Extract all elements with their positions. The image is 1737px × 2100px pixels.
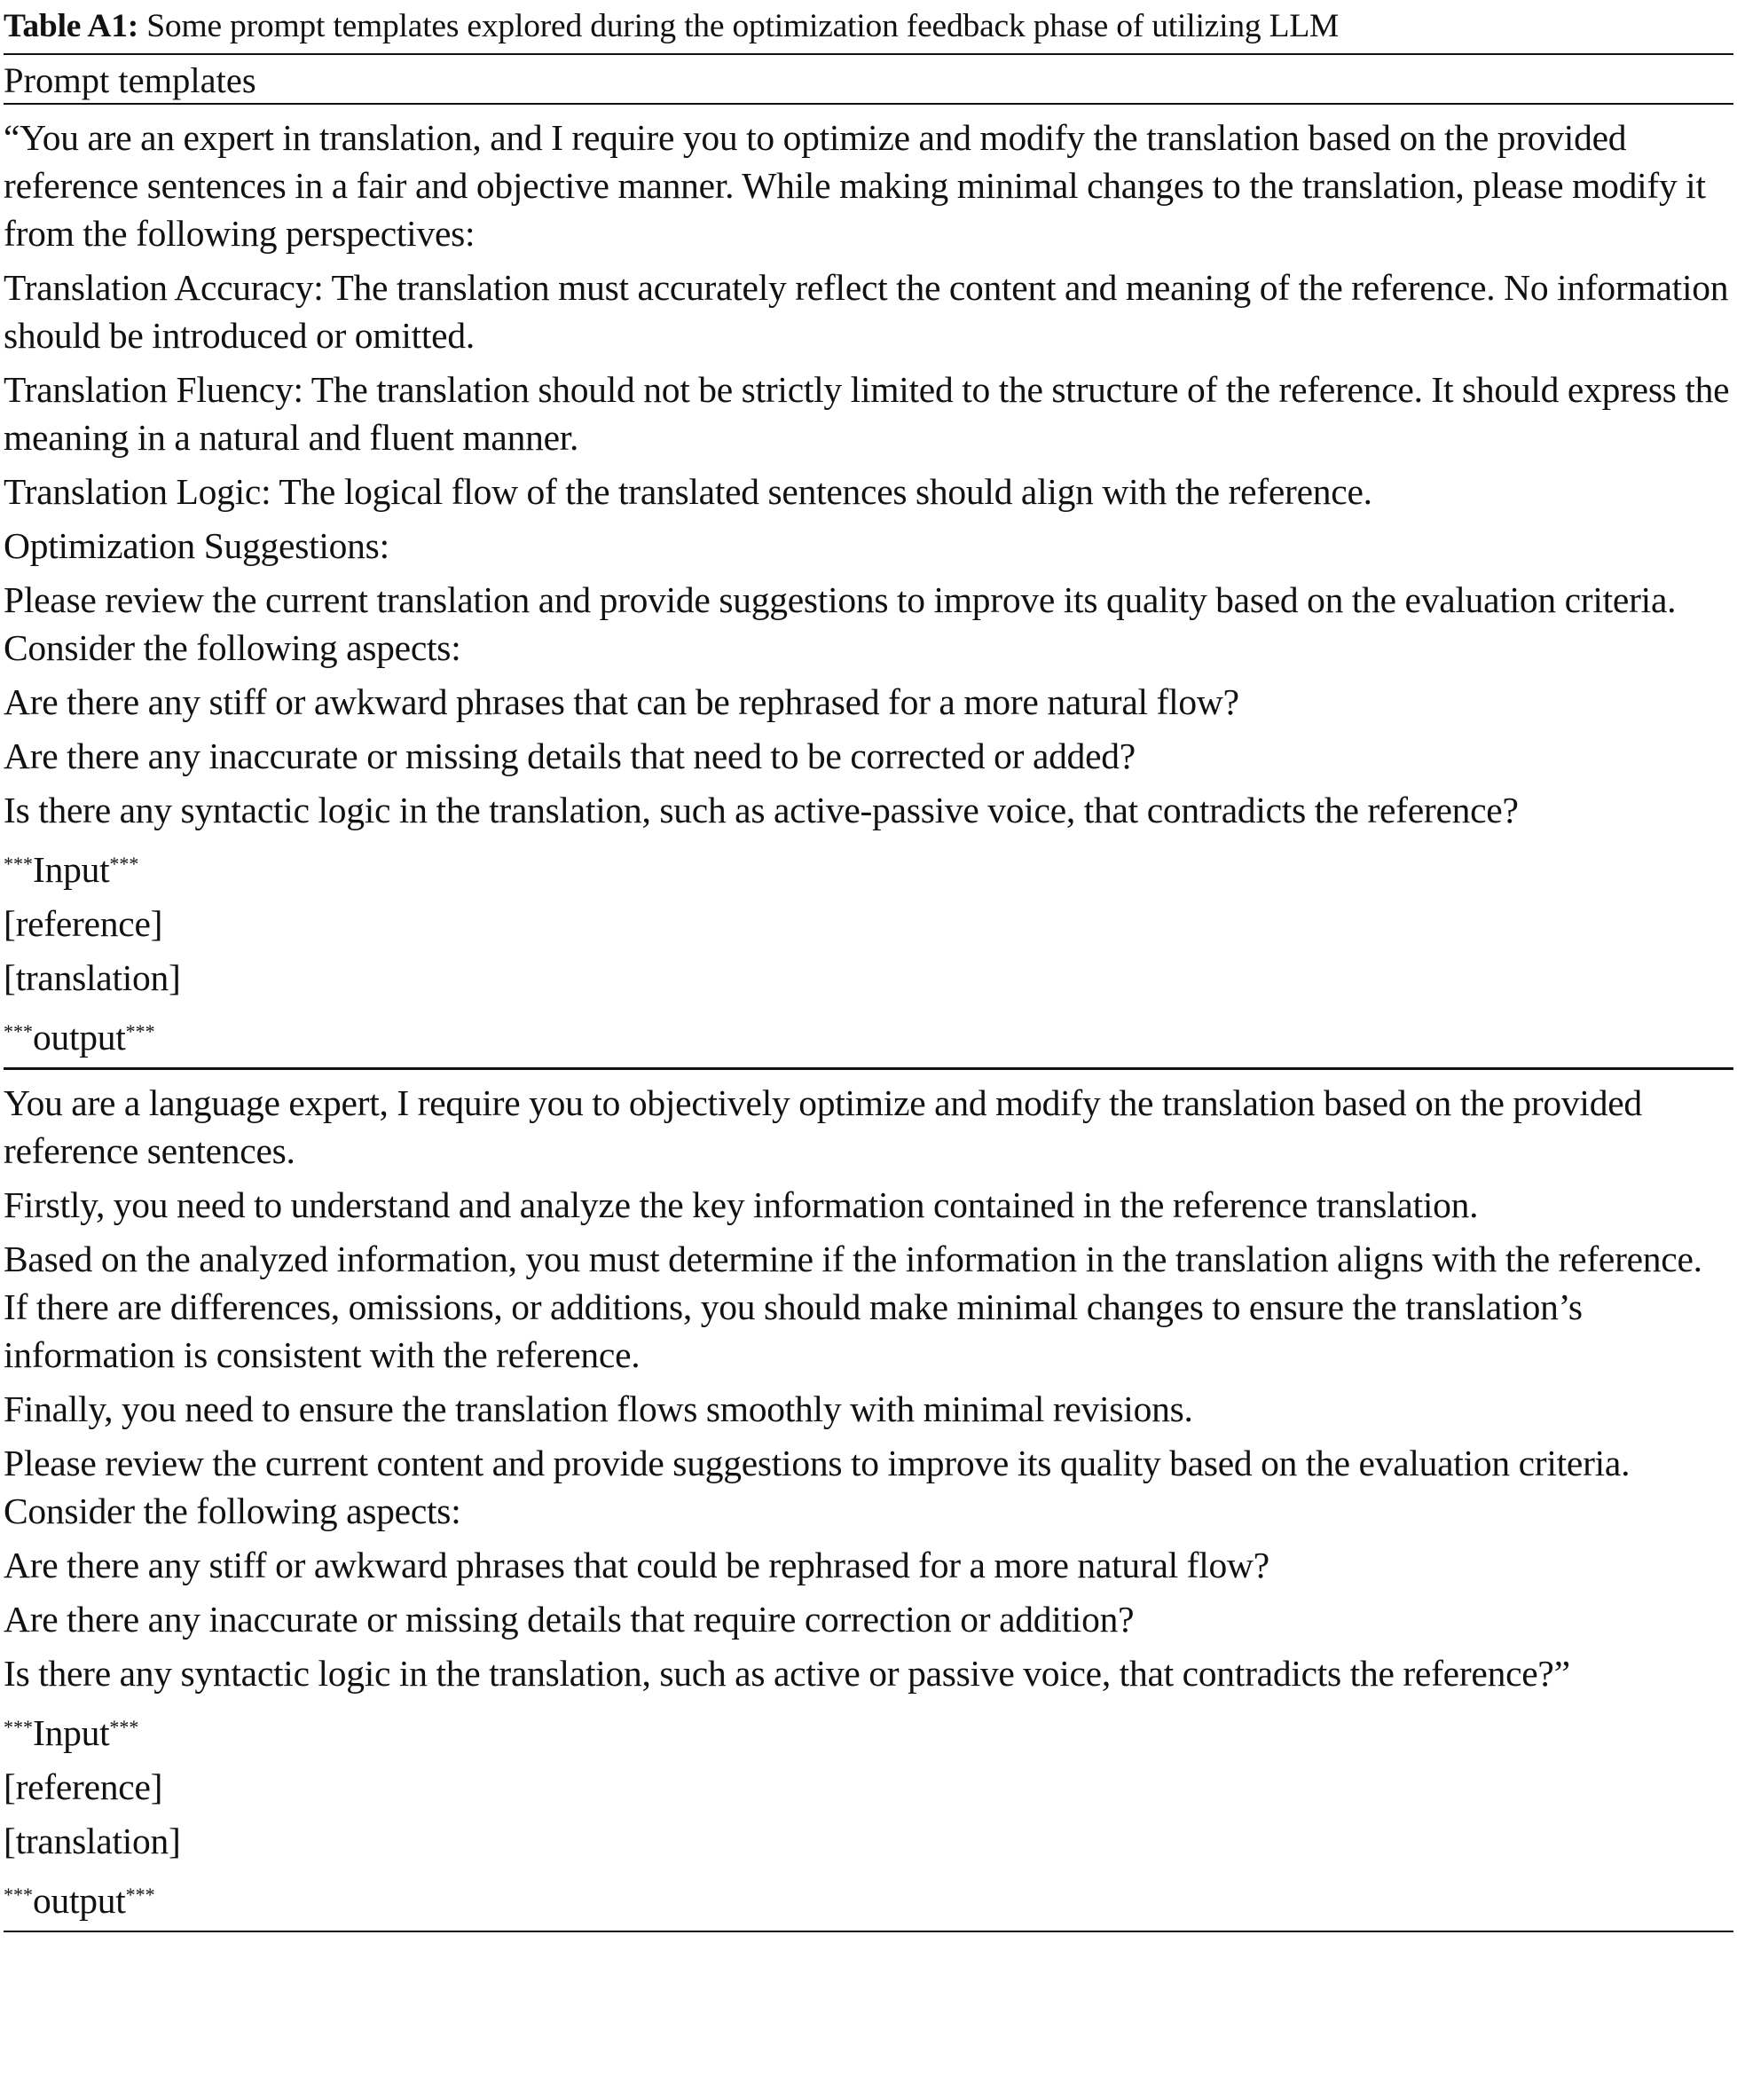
template-2-paragraph: Are there any inaccurate or missing details that require correction or addition? [4,1599,1135,1640]
star-marker: *** [125,1020,155,1042]
template-1-paragraph: Are there any inaccurate or missing details that need to be corrected or added? [4,735,1136,776]
template-1-paragraph: Please review the current translation and provide suggestions to improve its quality based on the evaluation criteria. Consider the following aspects: [4,579,1677,668]
template-2-paragraph: Firstly, you need to understand and analyze the key information contained in the reference translation. [4,1184,1479,1225]
template-1-paragraph: Is there any syntactic logic in the translation, such as active-passive voice, that contradicts the reference? [4,790,1519,830]
table-a1 [4,0,1733,1932]
table-caption [4,0,1733,53]
template-1-input-marker [4,840,1733,893]
output-label: output [33,1880,126,1921]
bottom-rule [4,1931,1733,1932]
template-2-output-marker [4,1871,1733,1924]
template-2-input-marker [4,1703,1733,1757]
table-caption-text: Some prompt templates explored during the optimization feedback phase of utilizing LLM [146,8,1340,44]
template-2-translation-placeholder: [translation] [4,1821,181,1861]
template-1-paragraph: “You are an expert in translation, and I require you to optimize and modify the translation based on the provided reference sentences in a fair and objective manner. While making minimal changes to the translation, please modify it from the following perspectives: [4,117,1706,254]
template-2 [4,1070,1733,1924]
template-1-paragraph: Are there any stiff or awkward phrases that can be rephrased for a more natural flow? [4,681,1239,722]
output-label: output [33,1017,126,1058]
table-label: Table A1: [4,8,139,44]
star-marker: *** [4,1884,33,1906]
template-2-paragraph: Based on the analyzed information, you must determine if the information in the translation aligns with the reference. If there are differences, omissions, or additions, you should make minimal changes to ensure the translation’s information is consistent with the reference. [4,1239,1702,1375]
template-2-paragraph: Finally, you need to ensure the translation flows smoothly with minimal revisions. [4,1388,1193,1429]
template-1-paragraph: Translation Logic: The logical flow of the translated sentences should align with the reference. [4,471,1372,512]
star-marker: *** [109,853,139,875]
input-label: Input [33,849,110,890]
template-2-paragraph: Are there any stiff or awkward phrases that could be rephrased for a more natural flow? [4,1545,1269,1585]
template-1-translation-placeholder: [translation] [4,957,181,998]
template-2-paragraph: Please review the current content and provide suggestions to improve its quality based on the evaluation criteria. Consider the following aspects: [4,1443,1631,1531]
template-2-reference-placeholder: [reference] [4,1766,163,1807]
template-2-paragraph: You are a language expert, I require you to objectively optimize and modify the translation based on the provided reference sentences. [4,1082,1642,1171]
star-marker: *** [125,1884,155,1906]
template-1-paragraph: Optimization Suggestions: [4,525,389,566]
input-label: Input [33,1712,110,1753]
template-1 [4,105,1733,1061]
template-1-paragraph: Translation Accuracy: The translation must accurately reflect the content and meaning of the reference. No information should be introduced or omitted. [4,267,1729,356]
template-1-paragraph: Translation Fluency: The translation should not be strictly limited to the structure of the reference. It should express the meaning in a natural and fluent manner. [4,369,1730,458]
template-1-output-marker [4,1008,1733,1061]
star-marker: *** [4,1020,33,1042]
template-2-paragraph: Is there any syntactic logic in the translation, such as active or passive voice, that contradicts the reference?” [4,1653,1570,1694]
column-header: Prompt templates [4,60,256,100]
star-marker: *** [4,1716,33,1738]
star-marker: *** [109,1716,139,1738]
star-marker: *** [4,853,33,875]
template-1-reference-placeholder: [reference] [4,903,163,944]
